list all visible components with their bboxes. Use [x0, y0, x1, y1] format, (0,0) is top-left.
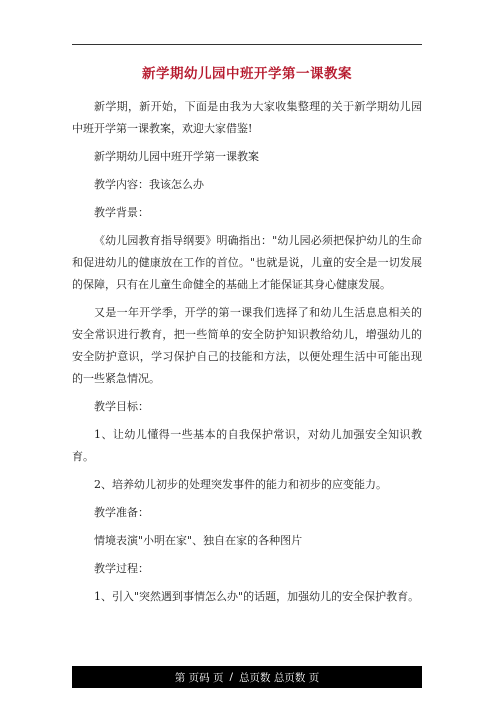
page-footer — [72, 666, 422, 688]
paragraph: 新学期，新开始，下面是由我为大家收集整理的关于新学期幼儿园中班开学第一课教案，欢迎大家借鉴! — [72, 100, 422, 135]
header-rule — [72, 44, 422, 45]
paragraph: 教学背景： — [94, 206, 149, 219]
total-pages-label: 总页数 总页数 页 — [239, 671, 320, 684]
document-title: 新学期幼儿园中班开学第一课教案 — [142, 66, 352, 82]
paragraph: 情境表演"小明在家"、独自在家的各种图片 — [94, 534, 303, 547]
page-number-label: 第 页码 页 — [174, 671, 224, 684]
paragraph: 教学目标： — [94, 400, 149, 413]
page-separator: / — [229, 671, 234, 683]
paragraph: 《幼儿园教育指导纲要》明确指出："幼儿园必须把保护幼儿的生命和促进幼儿的健康放在工作的首位。"也就是说，儿童的安全是一切发展的保障，只有在儿童生命健全的基础上才能保证其身心健康发展。 — [72, 234, 422, 291]
paragraph: 教学过程： — [94, 562, 149, 575]
paragraph: 又是一年开学季，开学的第一课我们选择了和幼儿生活息息相关的安全常识进行教育，把一些简单的安全防护知识教给幼儿，增强幼儿的安全防护意识，学习保护自己的技能和方法，以便处理生活中可能出现的一些紧急情况。 — [72, 306, 422, 385]
paragraph: 1、引入"突然遇到事情怎么办"的话题，加强幼儿的安全保护教育。 — [94, 590, 420, 603]
paragraph: 教学准备： — [94, 506, 149, 519]
paragraph: 1、让幼儿懂得一些基本的自我保护常识，对幼儿加强安全知识教育。 — [72, 428, 422, 463]
paragraph: 2、培养幼儿初步的处理突发事件的能力和初步的应变能力。 — [94, 478, 387, 491]
document-body — [72, 96, 422, 614]
paragraph: 教学内容：我该怎么办 — [94, 178, 204, 191]
paragraph: 新学期幼儿园中班开学第一课教案 — [94, 150, 259, 163]
